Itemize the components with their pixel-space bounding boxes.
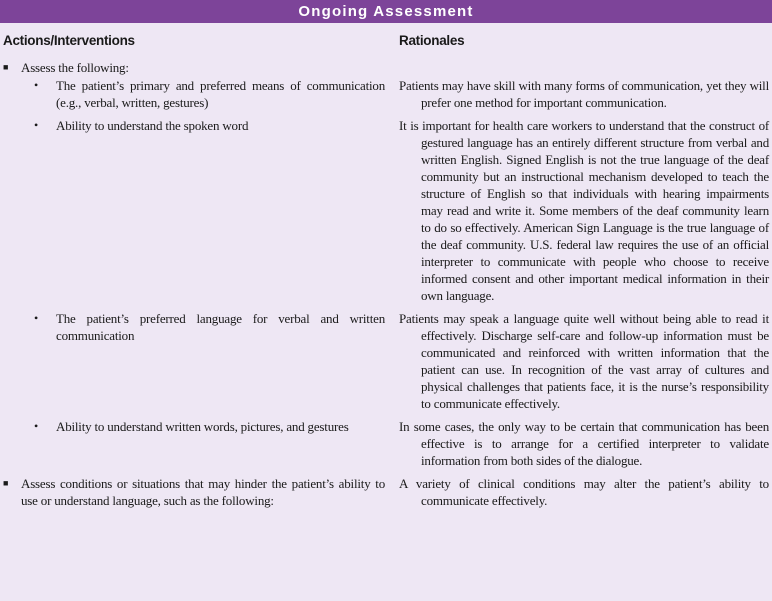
action-text: Assess the following: xyxy=(21,60,129,75)
rationale-text: It is important for health care workers to understand that the construct of gestured language has an entirely different structure from verbal and written English. Signed English is not the true language of the deaf community but an instructional mechanism developed to teach the structure of English so that individuals with hearing impairments may read and write it. Some members of the deaf community learn to do so effectively. American Sign Language is the true language of the deaf community. U.S. federal law requires the use of an official interpreter to communicate with people who choose to receive informed consent and other important medical information in their own language. xyxy=(399,118,769,303)
dot-bullet-icon: • xyxy=(34,311,39,325)
table-row xyxy=(3,77,769,111)
table-row xyxy=(3,59,769,76)
list-item xyxy=(3,418,385,435)
list-item xyxy=(3,117,385,134)
section-title: Ongoing Assessment xyxy=(298,3,474,20)
rationale-cell xyxy=(399,418,769,469)
action-text: The patient’s preferred language for verbal and written communication xyxy=(56,311,385,343)
actions-cell xyxy=(3,77,385,111)
list-item xyxy=(3,310,385,344)
square-bullet-icon: ■ xyxy=(3,62,9,72)
rationale-text: In some cases, the only way to be certain that communication has been effective is to arrange for a certified interpreter to validate information from both sides of the dialogue. xyxy=(399,419,769,468)
rationale-cell xyxy=(399,310,769,412)
action-text: Assess conditions or situations that may hinder the patient’s ability to use or understand language, such as the following: xyxy=(21,476,385,508)
action-text: Ability to understand the spoken word xyxy=(56,118,249,133)
table-row xyxy=(3,310,769,412)
list-item xyxy=(3,59,385,76)
table-row xyxy=(3,117,769,304)
rationale-cell xyxy=(399,77,769,111)
actions-column-header: Actions/Interventions xyxy=(3,33,135,48)
table-row xyxy=(3,418,769,469)
actions-cell xyxy=(3,475,385,509)
rationales-column-header: Rationales xyxy=(399,33,465,48)
action-text: Ability to understand written words, pictures, and gestures xyxy=(56,419,349,434)
dot-bullet-icon: • xyxy=(34,419,39,433)
actions-cell xyxy=(3,117,385,134)
care-plan-table xyxy=(0,32,772,509)
actions-cell xyxy=(3,418,385,435)
dot-bullet-icon: • xyxy=(34,118,39,132)
list-item xyxy=(3,475,385,509)
dot-bullet-icon: • xyxy=(34,78,39,92)
table-row xyxy=(3,475,769,509)
rationale-text: A variety of clinical conditions may alter the patient’s ability to communicate effectively. xyxy=(399,476,769,508)
actions-cell xyxy=(3,310,385,344)
list-item xyxy=(3,77,385,111)
rationale-text: Patients may speak a language quite well without being able to read it effectively. Discharge self-care and follow-up information must be communicated and reinforced with written information that the patient can use. In recognition of the vast array of cultures and physical challenges that patients face, it is the nurse’s responsibility to communicate effectively. xyxy=(399,311,769,411)
action-text: The patient’s primary and preferred means of communication (e.g., verbal, written, gestures) xyxy=(56,78,385,110)
rationale-cell xyxy=(399,117,769,304)
actions-cell xyxy=(3,59,385,76)
section-banner xyxy=(0,0,772,23)
rationale-text: Patients may have skill with many forms of communication, yet they will prefer one method for important communication. xyxy=(399,78,769,110)
square-bullet-icon: ■ xyxy=(3,478,9,488)
column-headers xyxy=(3,32,769,49)
rationale-cell xyxy=(399,475,769,509)
